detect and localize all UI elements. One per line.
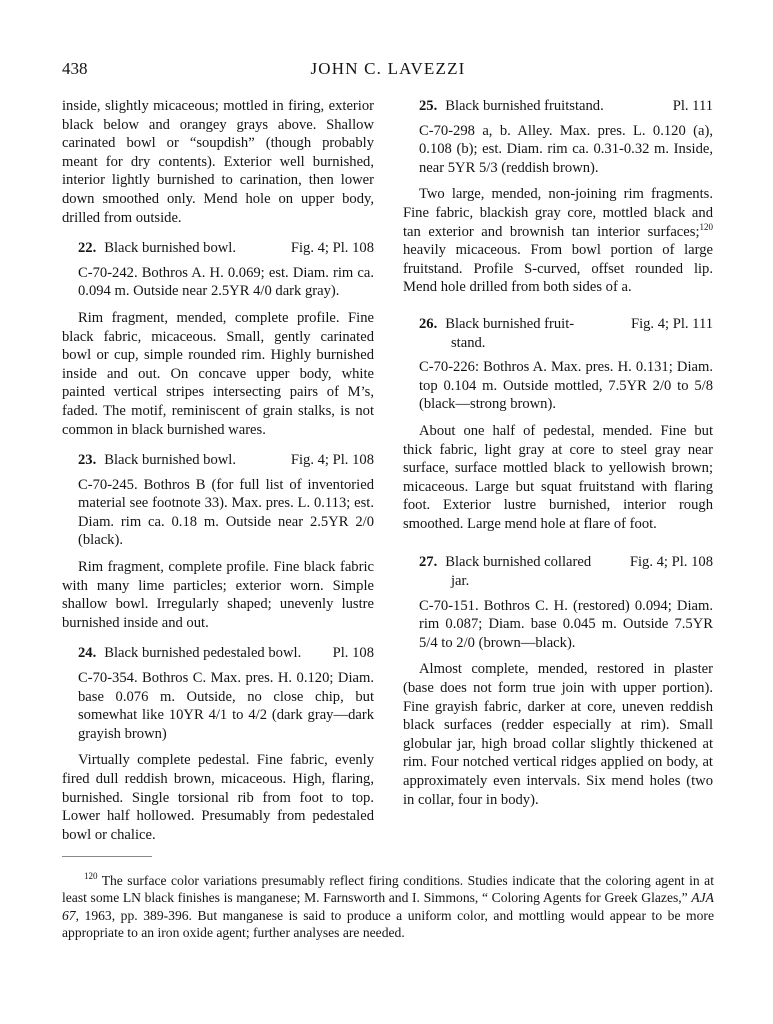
entry-title: Black burnished bowl. (104, 452, 236, 469)
footnote-journal: AJA 67 (62, 890, 714, 923)
right-column (403, 97, 713, 809)
entry-heading (62, 451, 374, 470)
footnote (62, 872, 714, 942)
catalogue-entry-25 (403, 97, 713, 297)
description-text-cont: heavily micaceous. From bowl portion of large fruitstand. Profile S-curved, offset rounded lip. Mend hole drilled from both sides of a. (403, 242, 713, 296)
entry-number: 25. (419, 98, 438, 114)
entry-reference: Fig. 4; Pl. 108 (290, 452, 374, 469)
entry-title: Black burnished fruitstand. (445, 98, 604, 114)
catalogue-entry-23 (62, 451, 374, 632)
footnote-text-cont: , 1963, pp. 389-396. But manganese is said to produce a uniform color, and mottling would appear to be more appropriate to an iron oxide agent; further analyses are needed. (62, 907, 714, 941)
page-number: 438 (62, 59, 88, 78)
entry-inventory: C-70-354. Bothros C. Max. pres. H. 0.120; Diam. base 0.076 m. Outside, no close chip, but somewhat like 10YR 4/1 to 4/2 (dark gray—dark grayish brown) (78, 670, 374, 742)
catalogue-entry-27 (403, 553, 713, 809)
entry-heading (62, 644, 374, 663)
entry-inventory: C-70-298 a, b. Alley. Max. pres. L. 0.120 (a), 0.108 (b); est. Diam. rim ca. 0.31-0.32 m. Inside, near 5YR 5/3 (reddish brown). (419, 122, 713, 176)
entry-reference: Pl. 111 (672, 98, 713, 114)
footnote-text: The surface color variations presumably reflect firing conditions. Studies indicate that the coloring agent in at least some LN black finishes is manganese; M. Farnsworth and I. Simmons, “ Coloring Agents for Greek Glazes,” (62, 873, 714, 906)
entry-reference: Pl. 108 (332, 645, 374, 662)
entry-description: Virtually complete pedestal. Fine fabric, evenly fired dull reddish brown, micaceous. High, flaring, burnished. Single torsional rib from foot to top. Lower half hollowed. Presumably from pedestaled bowl or chalice. (62, 752, 374, 843)
running-title: JOHN C. LAVEZZI (310, 59, 466, 78)
entry-inventory: C-70-151. Bothros C. H. (restored) 0.094; Diam. rim 0.087; Diam. base 0.045 m. Outside 7.5YR 5/4 to 2/0 (brown—black). (419, 597, 713, 651)
entry-title: Black burnished bowl. (104, 240, 236, 257)
entry-title: Black burnished pedestaled bowl. (104, 645, 302, 662)
page-header (62, 59, 714, 83)
entry-description: About one half of pedestal, mended. Fine but thick fabric, light gray at core to steel gray near surface, surface mottled black to yellowish brown; micaceous. Large but squat fruitstand with flaring foot. Exterior lustre burnished, interior rough smoothed. Large mend hole at flare of foot. (403, 422, 713, 532)
entry-description: Almost complete, mended, restored in plaster (base does not form true join with upper portion). Fine grayish fabric, darker at core, uneven reddish black surfaces (redder especially at rim). Small globular jar, high broad collar slightly thickened at rim. Four notched vertical ridges applied on body, at approximately even intervals. Six mend holes (two in collar, four in body). (403, 661, 713, 808)
entry-inventory: C-70-245. Bothros B (for full list of inventoried material see footnote 33). Max. pres. L. 0.113; est. Diam. rim ca. 0.18 m. Outside near 2.5YR 2/0 (black). (78, 476, 374, 549)
continued-paragraph: inside, slightly micaceous; mottled in firing, exterior black below and orangey grays above. Shallow carinated bowl or “soupdish” (though probably meant for dry contents). Exterior well burnished, interior lightly burnished to carination, then lower down smoothed only. Mend hole on upper body, drilled from outside. (62, 98, 374, 226)
entry-reference: Fig. 4; Pl. 108 (290, 240, 374, 257)
entry-reference: Fig. 4; Pl. 108 (629, 554, 713, 571)
entry-number: 26. (419, 315, 438, 332)
entry-heading (403, 553, 713, 590)
entry-number: 27. (419, 554, 438, 571)
entry-title-continued: jar. (451, 573, 470, 590)
entry-number: 22. (78, 240, 97, 257)
entry-heading (62, 239, 374, 258)
entry-heading (403, 315, 713, 352)
left-column (62, 97, 374, 844)
entry-description (403, 185, 713, 297)
footnote-reference[interactable]: 120 (699, 221, 713, 232)
entry-number: 24. (78, 645, 97, 662)
entry-heading (403, 97, 713, 116)
entry-inventory: C-70-242. Bothros A. H. 0.069; est. Diam. rim ca. 0.094 m. Outside near 2.5YR 4/0 dark gray). (78, 264, 374, 300)
entry-description: Rim fragment, complete profile. Fine black fabric with many lime particles; exterior worn. Simple shallow bowl. Irregularly shaped; unevenly lustre burnished inside and out. (62, 559, 374, 631)
entry-description: Rim fragment, mended, complete profile. Fine black fabric, micaceous. Small, gently carinated bowl or cup, simple rounded rim. Highly burnished inside and out. On concave upper body, white painted vertical stripes intersecting pairs of M’s, faded. The motif, reminiscent of grain stalks, is not common in black burnished wares. (62, 309, 374, 438)
catalogue-entry-22 (62, 239, 374, 439)
entry-title: Black burnished fruit- (445, 315, 575, 332)
entry-reference: Fig. 4; Pl. 111 (630, 315, 713, 332)
entry-title-continued: stand. (451, 334, 486, 351)
description-text: Two large, mended, non-joining rim fragments. Fine fabric, blackish gray core, mottled black and tan exterior and brownish tan interior surfaces; (403, 186, 713, 240)
footnote-divider (62, 856, 152, 857)
entry-number: 23. (78, 452, 97, 469)
entry-inventory: C-70-226: Bothros A. Max. pres. H. 0.131; Diam. top 0.104 m. Outside mottled, 7.5YR 2/0 to 5/8 (black—strong brown). (419, 359, 713, 413)
catalogue-entry-24 (62, 644, 374, 844)
footnote-number: 120 (84, 871, 98, 881)
entry-title: Black burnished collared (445, 554, 592, 571)
catalogue-entry-26 (403, 315, 713, 534)
